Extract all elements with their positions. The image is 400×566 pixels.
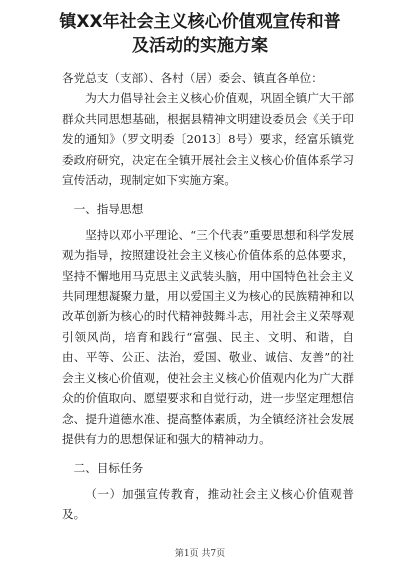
page-number: 第1页 共7页 <box>174 549 226 559</box>
guiding-ideology-paragraph: 坚持以邓小平理论、“三个代表”重要思想和科学发展观为指导，按照建设社会主义核心价值体系的总体要求，坚持不懈地用马克思主义武装头脑，用中国特色社会主义共同理想凝聚力量，用以爱国主义为核心的民族精神和以改革创新为核心的时代精神鼓舞斗志，用社会主义荣辱观引领风尚，培育和践行“富强、民主、文明、和谐，自由、平等、公正、法治，爱国、敬业、诚信、友善”的社会主义核心价值观，使社会主义核心价值观内化为广大群众的价值取向、愿望要求和自觉行动，进一步坚定理想信念、提升道德水准、提高整体素质，为全镇经济社会发展提供有力的思想保证和强大的精神动力。 <box>62 227 354 446</box>
salutation: 各党总支（支部）、各村（居）委会、镇直各单位： <box>62 71 323 85</box>
section-heading-guiding-ideology: 一、指导思想 <box>73 202 144 217</box>
document-title: 镇XX年社会主义核心价值观宣传和普及活动的实施方案 <box>59 12 341 56</box>
document-body <box>62 68 354 525</box>
section-heading-goals: 二、目标任务 <box>73 461 144 476</box>
goals-item-1: （一）加强宣传教育，推动社会主义核心价值观普及。 <box>62 486 354 522</box>
intro-paragraph: 为大力倡导社会主义核心价值观，巩固全镇广大干部群众共同思想基础，根据县精神文明建设委员会《关于印发的通知》（罗文明委〔2013〕8号）要求，经富乐镇党委政府研究，决定在全镇开展社会主义核心价值体系学习宣传活动，现制定如下实施方案。 <box>62 91 354 188</box>
